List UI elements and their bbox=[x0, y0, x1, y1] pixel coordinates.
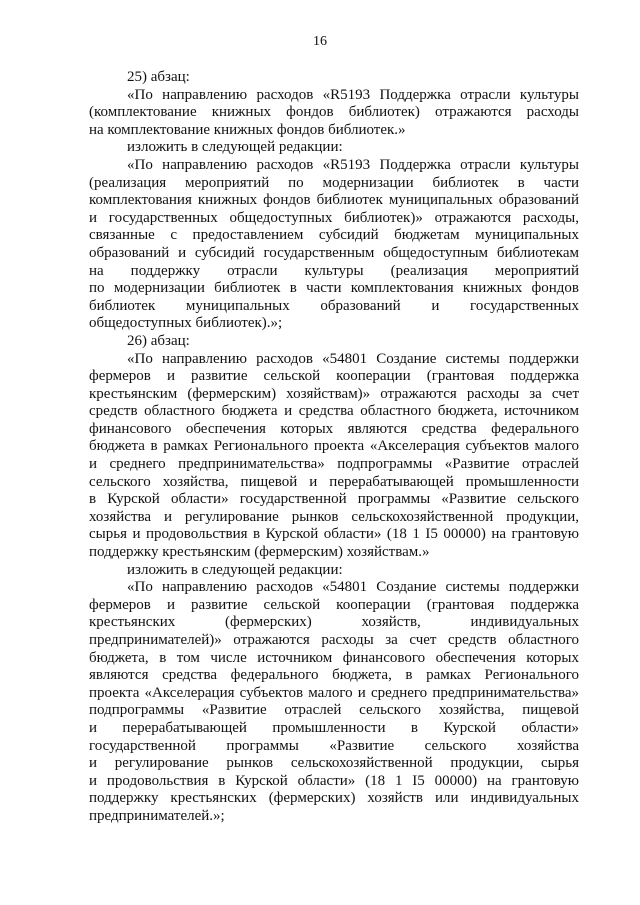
text-line: «По направлению расходов «R5193 Поддержка отрасли культуры bbox=[127, 86, 579, 103]
text-line: и государственных общедоступных библиотек)» отражаются расходы, bbox=[89, 209, 579, 226]
text-line: поддержку крестьянским (фермерским) хозяйствам.» bbox=[89, 544, 430, 561]
text-line: подпрограммы «Развитие отраслей сельского хозяйства, пищевой bbox=[89, 702, 579, 719]
text-line: «По направлению расходов «R5193 Поддержка отрасли культуры bbox=[127, 156, 579, 173]
text-line: и регулирование рынков сельскохозяйственной продукции, сырья bbox=[89, 755, 579, 772]
paragraph-new-text-r5193 bbox=[89, 157, 579, 333]
text-line: на комплектование книжных фондов библиотек.» bbox=[89, 121, 406, 138]
text-line: на поддержку отрасли культуры (реализация мероприятий bbox=[89, 262, 579, 279]
text-line: комплектования книжных фондов библиотек муниципальных образований bbox=[89, 192, 579, 209]
text-line: крестьянских (фермерских) хозяйств, индивидуальных bbox=[89, 614, 579, 631]
text-line: (комплектование книжных фондов библиотек) отражаются расходы bbox=[89, 104, 579, 121]
paragraph-old-text-r5193 bbox=[89, 87, 579, 140]
text-line: сельского хозяйства, пищевой и перерабатывающей промышленности bbox=[89, 473, 579, 490]
text-line: в Курской области» государственной программы «Развитие сельского bbox=[89, 491, 579, 508]
text-line: финансового обеспечения которых являются средства федерального bbox=[89, 420, 579, 437]
text-line: проекта «Акселерация субъектов малого и среднего предпринимательства» bbox=[89, 684, 579, 701]
text-line: государственной программы «Развитие сельского хозяйства bbox=[89, 737, 579, 754]
text-line: и перерабатывающей промышленности в Курской области» bbox=[89, 719, 579, 736]
text-line: библиотек муниципальных образований и государственных bbox=[89, 297, 579, 314]
paragraph-new-edition-label bbox=[89, 562, 579, 580]
text-line: 25) абзац: bbox=[127, 69, 190, 85]
text-line: и среднего предпринимательства» подпрограммы «Развитие отраслей bbox=[89, 456, 579, 473]
text-line: фермеров и развитие сельской кооперации (грантовая поддержка bbox=[89, 596, 579, 613]
text-line: (реализация мероприятий по модернизации библиотек в части bbox=[89, 174, 579, 191]
text-line: и продовольствия в Курской области» (18 1 I5 00000) на грантовую bbox=[89, 772, 579, 789]
text-line: предпринимателей)» отражаются расходы за счет средств областного bbox=[89, 632, 579, 648]
text-line: крестьянским (фермерским) хозяйствам)» отражаются расходы за счет bbox=[89, 385, 579, 402]
list-item-25 bbox=[89, 69, 579, 87]
text-line: сырья и продовольствия в Курской области» (18 1 I5 00000) на грантовую bbox=[89, 526, 579, 543]
text-line: образований и субсидий государственным общедоступным библиотекам bbox=[89, 244, 579, 261]
text-line: предпринимателей.»; bbox=[89, 807, 225, 824]
text-line: фермеров и развитие сельской кооперации (грантовая поддержка bbox=[89, 368, 579, 385]
text-line: хозяйства и регулирование рынков сельскохозяйственной продукции, bbox=[89, 508, 579, 525]
text-line: являются средства федерального бюджета, в рамках Регионального bbox=[89, 667, 579, 684]
text-line: связанные с предоставлением субсидий бюджетам муниципальных bbox=[89, 227, 579, 244]
page-number: 16 bbox=[313, 34, 327, 49]
text-line: поддержку крестьянских (фермерских) хозяйств или индивидуальных bbox=[89, 790, 579, 807]
list-item-26 bbox=[89, 333, 579, 351]
text-line: средств областного бюджета и средства областного бюджета, источником bbox=[89, 403, 579, 420]
paragraph-new-edition-label bbox=[89, 139, 579, 157]
text-line: 26) абзац: bbox=[127, 332, 190, 349]
paragraph-old-text-54801 bbox=[89, 351, 579, 562]
text-line: бюджета в рамках Регионального проекта «Акселерация субъектов малого bbox=[89, 438, 579, 455]
text-line: «По направлению расходов «54801 Создание системы поддержки bbox=[127, 350, 579, 367]
paragraph-new-text-54801 bbox=[89, 579, 579, 825]
text-line: по модернизации библиотек в части комплектования книжных фондов bbox=[89, 280, 579, 297]
text-line: общедоступных библиотек).»; bbox=[89, 315, 283, 332]
text-line: «По направлению расходов «54801 Создание системы поддержки bbox=[127, 579, 579, 596]
text-line: изложить в следующей редакции: bbox=[127, 561, 343, 578]
text-line: бюджета, в том числе источником финансового обеспечения которых bbox=[89, 649, 579, 666]
document-body bbox=[89, 69, 579, 826]
text-line: изложить в следующей редакции: bbox=[127, 139, 343, 156]
